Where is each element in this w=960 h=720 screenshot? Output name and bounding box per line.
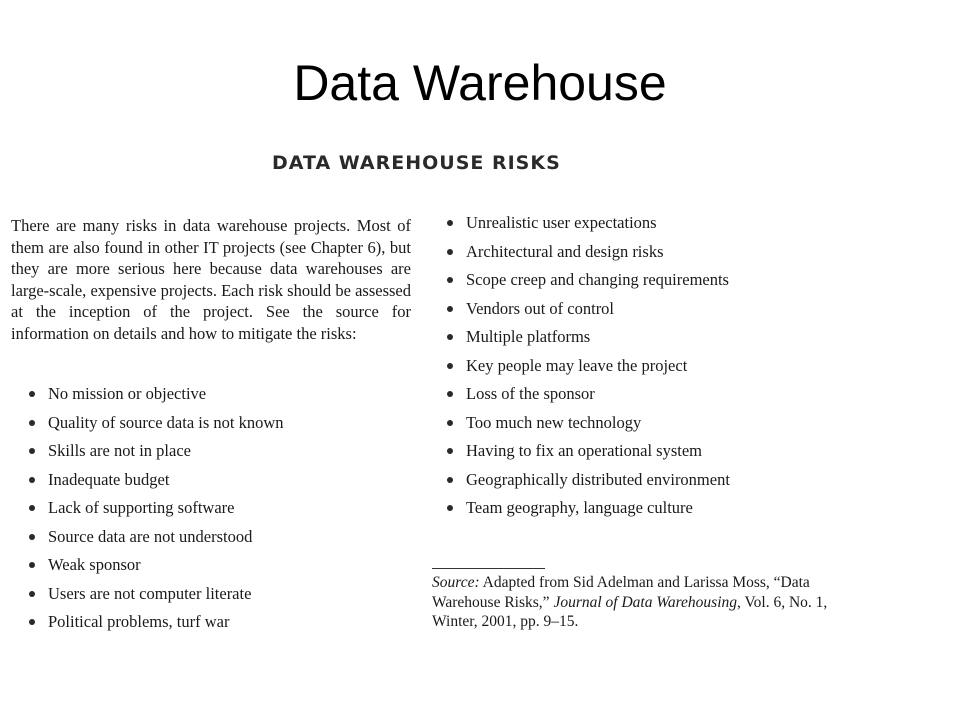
- risk-label: Users are not computer literate: [48, 583, 252, 603]
- intro-paragraph: There are many risks in data warehouse projects. Most of them are also found in other IT projects (see Chapter 6), but they are more serious here because data warehouses are large-scale, expensive projects. Each risk should be assessed at the inception of the project. See the source for information on details and how to mitigate the risks:: [11, 216, 411, 343]
- bullet-icon: [29, 619, 35, 625]
- risk-list-item: [442, 242, 730, 271]
- risk-label: Political problems, turf war: [48, 612, 230, 631]
- risk-label: Too much new technology: [466, 412, 642, 432]
- risk-list-item: [442, 384, 730, 413]
- bullet-icon: [29, 534, 35, 540]
- bullet-icon: [447, 277, 453, 283]
- bullet-icon: [29, 477, 35, 483]
- risk-label: Quality of source data is not known: [48, 412, 284, 432]
- risk-label: Team geography, language culture: [466, 498, 693, 517]
- bullet-icon: [29, 591, 35, 597]
- right-risk-list: [442, 213, 730, 527]
- bullet-icon: [29, 420, 35, 426]
- risk-label: Geographically distributed environment: [466, 469, 730, 489]
- source-text-1: Adapted from Sid Adelman and Larissa Moss, “Data Warehouse Risks,”: [432, 574, 810, 611]
- risk-label: Source data are not understood: [48, 526, 253, 546]
- bullet-icon: [447, 363, 453, 369]
- risk-list-item: [442, 356, 730, 385]
- bullet-icon: [447, 420, 453, 426]
- bullet-icon: [447, 505, 453, 511]
- source-citation: [432, 573, 852, 632]
- document-heading: DATA WAREHOUSE RISKS: [272, 152, 561, 174]
- risk-list-item: [24, 441, 284, 470]
- risk-list-item: [24, 470, 284, 499]
- bullet-icon: [447, 220, 453, 226]
- risk-list-item: [24, 413, 284, 442]
- source-label: Source:: [432, 574, 480, 591]
- footnote-rule: [432, 568, 545, 569]
- risk-label: Vendors out of control: [466, 298, 615, 318]
- bullet-icon: [29, 391, 35, 397]
- risk-list-item: [442, 299, 730, 328]
- risk-label: Inadequate budget: [48, 469, 170, 489]
- bullet-icon: [447, 306, 453, 312]
- scanned-page: [0, 138, 960, 638]
- bullet-icon: [447, 249, 453, 255]
- bullet-icon: [29, 562, 35, 568]
- bullet-icon: [447, 448, 453, 454]
- risk-label: Multiple platforms: [466, 327, 591, 346]
- risk-label: Skills are not in place: [48, 441, 191, 460]
- bullet-icon: [447, 477, 453, 483]
- risk-list-item: [24, 498, 284, 527]
- source-text-2: , Vol. 6, No. 1, Winter, 2001, pp. 9–15.: [432, 593, 828, 630]
- risk-label: Loss of the sponsor: [466, 384, 595, 403]
- risk-label: Weak sponsor: [48, 555, 141, 574]
- risk-list-item: [24, 384, 284, 413]
- risk-list-item: [442, 498, 730, 527]
- slide-title: Data Warehouse: [293, 55, 667, 111]
- risk-label: Having to fix an operational system: [466, 441, 702, 460]
- risk-list-item: [442, 213, 730, 242]
- risk-list-item: [442, 327, 730, 356]
- risk-list-item: [442, 413, 730, 442]
- risk-list-item: [24, 584, 284, 613]
- bullet-icon: [29, 505, 35, 511]
- risk-label: Key people may leave the project: [466, 355, 688, 375]
- risk-list-item: [442, 270, 730, 299]
- bullet-icon: [447, 334, 453, 340]
- risk-list-item: [24, 612, 284, 641]
- risk-list-item: [442, 441, 730, 470]
- risk-label: Unrealistic user expectations: [466, 213, 657, 232]
- risk-list-item: [24, 555, 284, 584]
- bullet-icon: [29, 448, 35, 454]
- bullet-icon: [447, 391, 453, 397]
- risk-list-item: [24, 527, 284, 556]
- source-journal: Journal of Data Warehousing: [553, 593, 738, 611]
- risk-label: Architectural and design risks: [466, 241, 664, 261]
- risk-list-item: [442, 470, 730, 499]
- left-risk-list: [24, 384, 284, 641]
- risk-label: Scope creep and changing requirements: [466, 270, 729, 289]
- risk-label: Lack of supporting software: [48, 498, 235, 517]
- risk-label: No mission or objective: [48, 384, 207, 403]
